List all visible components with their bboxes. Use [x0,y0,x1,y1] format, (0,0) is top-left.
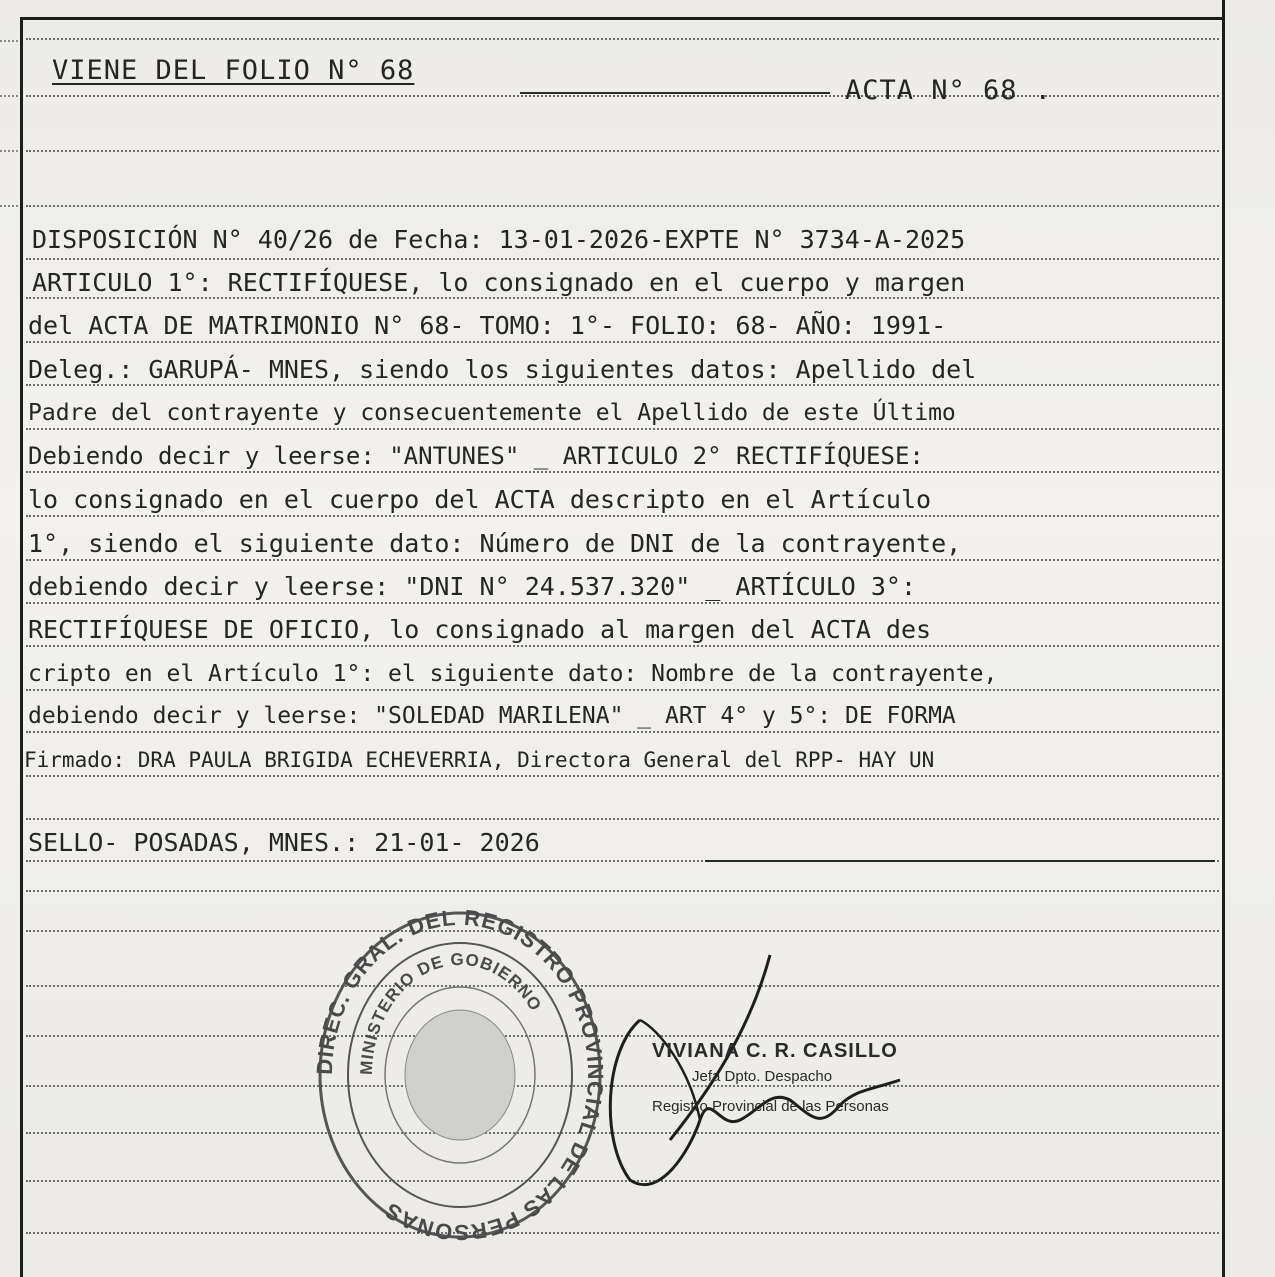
text-line-4: Deleg.: GARUPÁ- MNES, siendo los siguientes datos: Apellido del [28,355,977,384]
margin-dots [0,150,18,152]
ruled-line [26,38,1219,40]
header-dash [520,92,830,94]
text-line-2: ARTICULO 1°: RECTIFÍQUESE, lo consignado en el cuerpo y margen [32,268,966,297]
viene-del-folio: VIENE DEL FOLIO N° 68 [52,55,415,86]
margin-dots [0,40,18,42]
ruled-line [26,428,1219,430]
ruled-line [26,205,1219,207]
ruled-line [26,890,1219,892]
page-frame-right [1222,0,1225,1277]
ruled-line [26,150,1219,152]
ruled-line [26,930,1219,932]
ruled-line [26,731,1219,733]
margin-dots [0,205,18,207]
ruled-line [26,818,1219,820]
text-line-12: debiendo decir y leerse: "SOLEDAD MARILENA" _ ART 4° y 5°: DE FORMA [28,703,956,729]
official-stamp [310,895,610,1245]
text-line-14: SELLO- POSADAS, MNES.: 21-01- 2026 [28,828,540,857]
seal-role: Jefa Dpto. Despacho [692,1068,833,1085]
text-line-6: Debiendo decir y leerse: "ANTUNES" _ ARTICULO 2° RECTIFÍQUESE: [28,442,924,470]
seal-organization: Registro Provincial de las Personas [652,1098,889,1115]
acta-number: ACTA N° 68 . [845,75,1053,106]
seal-name: VIVIANA C. R. CASILLO [652,1040,898,1062]
page-frame-top [20,17,1225,20]
ruled-line [26,645,1219,647]
ruled-line [26,258,1219,260]
ruled-line [26,341,1219,343]
page-frame-left [20,17,23,1277]
text-line-13: Firmado: DRA PAULA BRIGIDA ECHEVERRIA, Directora General del RPP- HAY UN [24,748,935,772]
text-line-10: RECTIFÍQUESE DE OFICIO, lo consignado al margen del ACTA des [28,615,932,644]
official-seal [640,1040,970,1140]
text-line-1: DISPOSICIÓN N° 40/26 de Fecha: 13-01-2026-EXPTE N° 3734-A-2025 [32,225,966,254]
text-line-9: debiendo decir y leerse: "DNI N° 24.537.320" _ ARTÍCULO 3°: [28,572,917,601]
ruled-line [26,515,1219,517]
margin-dots [0,95,18,97]
closing-dash [705,860,1215,862]
ruled-line [26,559,1219,561]
text-line-7: lo consignado en el cuerpo del ACTA descripto en el Artículo [28,485,932,514]
text-line-3: del ACTA DE MATRIMONIO N° 68- TOMO: 1°- FOLIO: 68- AÑO: 1991- [28,311,947,340]
ruled-line [26,775,1219,777]
ruled-line [26,602,1219,604]
ruled-line [26,689,1219,691]
text-line-8: 1°, siendo el siguiente dato: Número de DNI de la contrayente, [28,529,962,558]
stamp-outer-text: DIREC. GRAL. DEL REGISTRO PROVINCIAL DE LAS PERSONAS [311,904,609,1245]
text-line-5: Padre del contrayente y consecuentemente el Apellido de este Último [28,400,956,426]
ruled-line [26,1232,1219,1234]
text-line-11: cripto en el Artículo 1°: el siguiente dato: Nombre de la contrayente, [28,661,998,687]
ruled-line [26,471,1219,473]
stamp-inner-text: MINISTERIO DE GOBIERNO [356,949,546,1076]
